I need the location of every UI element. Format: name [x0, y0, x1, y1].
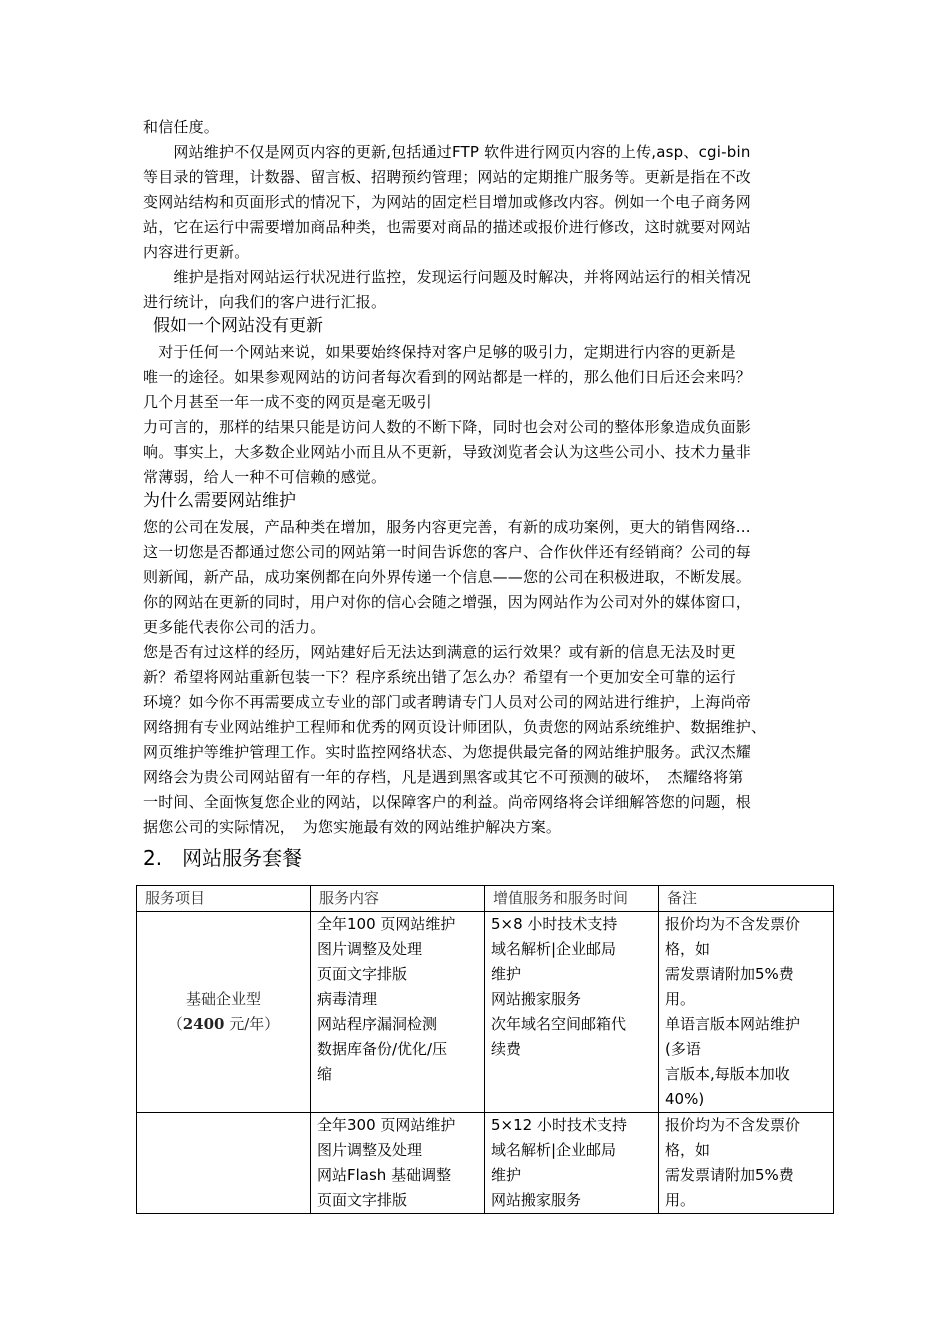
list-item: 全年100 页网站维护: [317, 915, 456, 933]
list-item: 网站搬家服务: [491, 1191, 582, 1209]
service-package-table: [136, 885, 834, 1214]
list-item: 次年域名空间邮箱代: [491, 1015, 627, 1033]
header-notes: 备注: [659, 886, 834, 912]
table-row: [137, 1113, 834, 1214]
text-line: 新？希望将网站重新包装一下？程序系统出错了怎么办？希望有一个更加安全可靠的运行: [143, 668, 736, 686]
text-line: 进行统计，向我们的客户进行汇报。: [143, 293, 387, 311]
list-item: 网站程序漏洞检测: [317, 1015, 438, 1033]
price-unit: 元/年: [224, 1015, 265, 1033]
list-item: 网站搬家服务: [491, 990, 582, 1008]
text-line: 更多能代表你公司的活力。: [143, 618, 326, 636]
heading-why-maintain: 为什么需要网站维护: [143, 491, 296, 511]
value-added-cell: [485, 1113, 659, 1214]
list-item: (多语: [665, 1040, 701, 1058]
service-content-cell: [311, 912, 485, 1113]
list-item: 网站Flash 基础调整: [317, 1166, 452, 1184]
list-item: 5×8 小时技术支持: [491, 915, 618, 933]
paragraph-no-update: [143, 340, 813, 490]
list-item: 页面文字排版: [317, 1191, 408, 1209]
text-line: 您的公司在发展，产品种类在增加，服务内容更完善，有新的成功案例，更大的销售网络...: [143, 518, 751, 536]
list-item: 用。: [665, 1191, 696, 1209]
package-name-cell: [137, 912, 311, 1113]
text-line: 一时间、全面恢复您企业的网站，以保障客户的利益。尚帝网络将会详细解答您的问题，根: [143, 793, 752, 811]
text-line: 网页维护等维护管理工作。实时监控网络状态、为您提供最完备的网站维护服务。武汉杰耀: [143, 743, 752, 761]
list-item: 缩: [317, 1065, 333, 1083]
text-line: 环境？如今你不再需要成立专业的部门或者聘请专门人员对公司的网站进行维护，上海尚帝: [143, 693, 752, 711]
price-amount: 2400: [182, 1015, 225, 1033]
list-item: 全年300 页网站维护: [317, 1116, 456, 1134]
list-item: 40%): [665, 1090, 705, 1108]
section-title: 2. 网站服务套餐: [143, 846, 303, 870]
heading-no-update: 假如一个网站没有更新: [153, 316, 323, 336]
text-line: 常薄弱，给人一种不可信赖的感觉。: [143, 468, 387, 486]
list-item: 页面文字排版: [317, 965, 408, 983]
list-item: 格，如: [665, 940, 711, 958]
text-line: 内容进行更新。: [143, 243, 250, 261]
list-item: 单语言版本网站维护: [665, 1015, 801, 1033]
text-line: 力可言的，那样的结果只能是访问人数的不断下降，同时也会对公司的整体形象造成负面影: [143, 418, 752, 436]
table-row: [137, 912, 834, 1113]
header-service-item: 服务项目: [137, 886, 311, 912]
list-item: 报价均为不含发票价: [665, 1116, 801, 1134]
text-line: 站，它在运行中需要增加商品种类，也需要对商品的描述或报价进行修改，这时就要对网站: [143, 218, 752, 236]
paragraph-intro-tail: [143, 115, 813, 140]
value-added-cell: [485, 912, 659, 1113]
list-item: 5×12 小时技术支持: [491, 1116, 627, 1134]
list-item: 言版本,每版本加收: [665, 1065, 790, 1083]
notes-cell: [659, 912, 834, 1113]
text-line: 对于任何一个网站来说，如果要始终保持对客户足够的吸引力，定期进行内容的更新是: [143, 343, 736, 361]
header-service-content: 服务内容: [311, 886, 485, 912]
list-item: 图片调整及处理: [317, 1141, 423, 1159]
text-line: 网络拥有专业网站维护工程师和优秀的网页设计师团队，负责您的网站系统维护、数据维护、: [143, 718, 767, 736]
text-line: 和信任度。: [143, 118, 220, 136]
list-item: 图片调整及处理: [317, 940, 423, 958]
text-line: 维护是指对网站运行状况进行监控，发现运行问题及时解决，并将网站运行的相关情况: [143, 268, 752, 286]
list-item: 报价均为不含发票价: [665, 915, 801, 933]
package-name: 基础企业型: [185, 990, 261, 1008]
text-line: 则新闻，新产品，成功案例都在向外界传递一个信息——您的公司在积极进取，不断发展。: [143, 568, 752, 586]
text-line: 几个月甚至一年一成不变的网页是毫无吸引: [143, 393, 432, 411]
header-value-added: 增值服务和服务时间: [485, 886, 659, 912]
list-item: 续费: [491, 1040, 522, 1058]
text-line: 你的网站在更新的同时，用户对你的信心会随之增强，因为网站作为公司对外的媒体窗口，: [143, 593, 752, 611]
text-line: 据您公司的实际情况， 为您实施最有效的网站维护解决方案。: [143, 818, 562, 836]
paragraph-monitoring: [143, 265, 813, 315]
list-item: 数据库备份/优化/压: [317, 1040, 448, 1058]
paragraph-why-maintain: [143, 515, 813, 840]
text-line: 变网站结构和页面形式的情况下，为网站的固定栏目增加或修改内容。例如一个电子商务网: [143, 193, 752, 211]
list-item: 病毒清理: [317, 990, 378, 1008]
list-item: 需发票请附加5%费: [665, 965, 794, 983]
list-item: 域名解析|企业邮局: [491, 940, 617, 958]
text-line: 这一切您是否都通过您公司的网站第一时间告诉您的客户、合作伙伴还有经销商？公司的每: [143, 543, 752, 561]
package-price: （2400 元/年）: [167, 1015, 280, 1033]
list-item: 需发票请附加5%费: [665, 1166, 794, 1184]
list-item: 用。: [665, 990, 696, 1008]
text-line: 响。事实上，大多数企业网站小而且从不更新，导致浏览者会认为这些公司小、技术力量非: [143, 443, 752, 461]
service-content-cell: [311, 1113, 485, 1214]
list-item: 维护: [491, 1166, 522, 1184]
list-item: 维护: [491, 965, 522, 983]
list-item: 域名解析|企业邮局: [491, 1141, 617, 1159]
list-item: 格，如: [665, 1141, 711, 1159]
text-line: 网络会为贵公司网站留有一年的存档，凡是遇到黑客或其它不可预测的破坏， 杰耀络将第: [143, 768, 744, 786]
text-line: 唯一的途径。如果参观网站的访问者每次看到的网站都是一样的，那么他们日后还会来吗？: [143, 368, 752, 386]
notes-cell: [659, 1113, 834, 1214]
text-line: 等目录的管理，计数器、留言板、招聘预约管理；网站的定期推广服务等。更新是指在不改: [143, 168, 752, 186]
paragraph-maintenance-scope: [143, 140, 813, 265]
text-line: 您是否有过这样的经历，网站建好后无法达到满意的运行效果？或有新的信息无法及时更: [143, 643, 736, 661]
package-name-cell: [137, 1113, 311, 1214]
text-line: 网站维护不仅是网页内容的更新,包括通过FTP 软件进行网页内容的上传,asp、cgi-bin: [143, 143, 751, 161]
table-header-row: [137, 886, 834, 912]
